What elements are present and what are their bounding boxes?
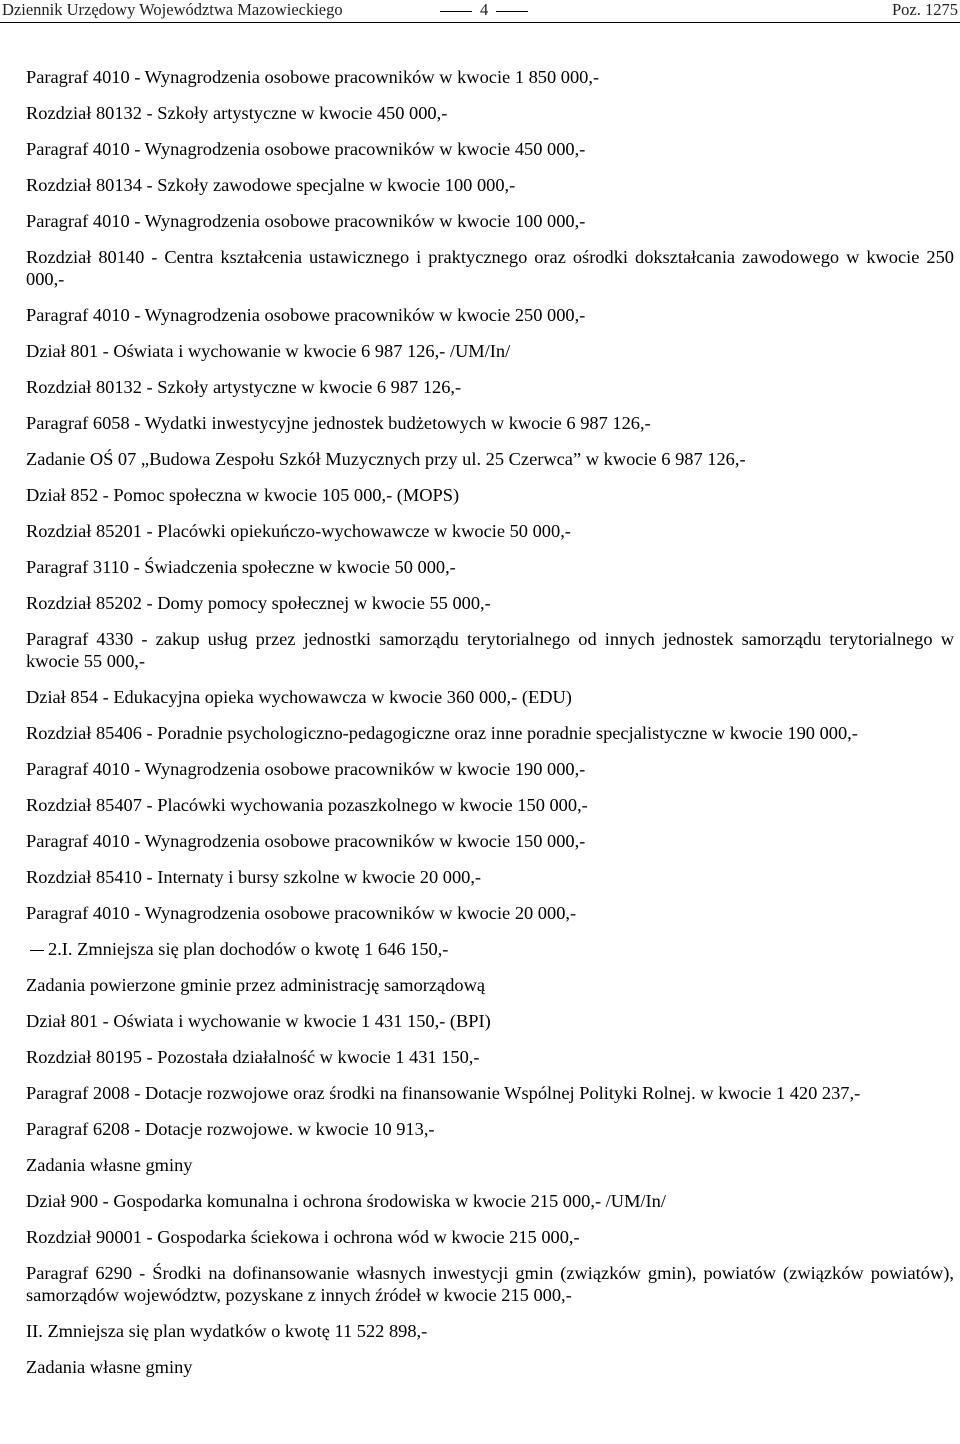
paragraph: Dział 801 - Oświata i wychowanie w kwocie 6 987 126,- /UM/In/ — [26, 341, 511, 361]
paragraph: Paragraf 4010 - Wynagrodzenia osobowe pracowników w kwocie 190 000,- — [26, 759, 586, 779]
paragraph: Paragraf 4010 - Wynagrodzenia osobowe pracowników w kwocie 150 000,- — [26, 831, 586, 851]
page-number — [440, 0, 528, 20]
paragraph: Dział 900 - Gospodarka komunalna i ochrona środowiska w kwocie 215 000,- /UM/In/ — [26, 1191, 666, 1211]
paragraph: Dział 801 - Oświata i wychowanie w kwocie 1 431 150,- (BPI) — [26, 1011, 491, 1031]
paragraph: Rozdział 85202 - Domy pomocy społecznej w kwocie 55 000,- — [26, 593, 491, 613]
section-heading: II. Zmniejsza się plan wydatków o kwotę 11 522 898,- — [26, 1321, 428, 1341]
paragraph: Paragraf 4010 - Wynagrodzenia osobowe pracowników w kwocie 1 850 000,- — [26, 67, 600, 87]
position-number: Poz. 1275 — [892, 0, 958, 19]
paragraph: Paragraf 4010 - Wynagrodzenia osobowe pracowników w kwocie 20 000,- — [26, 903, 577, 923]
paragraph: Paragraf 4330 - zakup usług przez jednostki samorządu terytorialnego od innych jednostek samorządu terytorialnego w kwocie 55 000,- — [26, 629, 954, 671]
paragraph: Rozdział 80132 - Szkoły artystyczne w kwocie 450 000,- — [26, 103, 448, 123]
paragraph: Zadanie OŚ 07 „Budowa Zespołu Szkół Muzycznych przy ul. 25 Czerwca” w kwocie 6 987 126,- — [26, 449, 746, 469]
paragraph: Zadania powierzone gminie przez administrację samorządową — [26, 975, 486, 995]
paragraph: Zadania własne gminy — [26, 1357, 193, 1377]
section-heading — [26, 938, 954, 960]
paragraph: Rozdział 80134 - Szkoły zawodowe specjalne w kwocie 100 000,- — [26, 175, 516, 195]
paragraph: Rozdział 85410 - Internaty i bursy szkolne w kwocie 20 000,- — [26, 867, 482, 887]
paragraph: Paragraf 4010 - Wynagrodzenia osobowe pracowników w kwocie 250 000,- — [26, 305, 586, 325]
document-body — [26, 66, 954, 1378]
paragraph: Paragraf 3110 - Świadczenia społeczne w kwocie 50 000,- — [26, 557, 456, 577]
paragraph: Rozdział 85201 - Placówki opiekuńczo-wychowawcze w kwocie 50 000,- — [26, 521, 571, 541]
paragraph: Rozdział 80140 - Centra kształcenia ustawicznego i praktycznego oraz ośrodki dokształcania zawodowego w kwocie 250 000,- — [26, 247, 954, 289]
paragraph: Paragraf 6058 - Wydatki inwestycyjne jednostek budżetowych w kwocie 6 987 126,- — [26, 413, 651, 433]
paragraph: Zadania własne gminy — [26, 1155, 193, 1175]
page-number-text: 4 — [480, 0, 489, 19]
paragraph: Rozdział 90001 - Gospodarka ściekowa i ochrona wód w kwocie 215 000,- — [26, 1227, 580, 1247]
journal-title: Dziennik Urzędowy Województwa Mazowieckiego — [2, 0, 343, 19]
heading-marker — [30, 950, 44, 951]
paragraph: Paragraf 2008 - Dotacje rozwojowe oraz środki na finansowanie Wspólnej Polityki Rolnej. w kwocie 1 420 237,- — [26, 1083, 861, 1103]
dash-left — [440, 11, 472, 12]
paragraph: Paragraf 4010 - Wynagrodzenia osobowe pracowników w kwocie 450 000,- — [26, 139, 586, 159]
paragraph: Rozdział 80132 - Szkoły artystyczne w kwocie 6 987 126,- — [26, 377, 462, 397]
paragraph: Paragraf 6290 - Środki na dofinansowanie własnych inwestycji gmin (związków gmin), powiatów (związków powiatów), samorządów województw, pozyskane z innych źródeł w kwocie 215 000,- — [26, 1263, 954, 1305]
paragraph: Dział 852 - Pomoc społeczna w kwocie 105 000,- (MOPS) — [26, 485, 460, 505]
paragraph: Rozdział 85406 - Poradnie psychologiczno-pedagogiczne oraz inne poradnie specjalistyczne w kwocie 190 000,- — [26, 723, 858, 743]
paragraph: Rozdział 80195 - Pozostała działalność w kwocie 1 431 150,- — [26, 1047, 480, 1067]
page-header — [0, 0, 960, 23]
paragraph: Dział 854 - Edukacyjna opieka wychowawcza w kwocie 360 000,- (EDU) — [26, 687, 572, 707]
dash-right — [496, 11, 528, 12]
paragraph: Rozdział 85407 - Placówki wychowania pozaszkolnego w kwocie 150 000,- — [26, 795, 588, 815]
section-heading-text: 2.I. Zmniejsza się plan dochodów o kwotę 1 646 150,- — [48, 939, 449, 959]
paragraph: Paragraf 4010 - Wynagrodzenia osobowe pracowników w kwocie 100 000,- — [26, 211, 586, 231]
paragraph: Paragraf 6208 - Dotacje rozwojowe. w kwocie 10 913,- — [26, 1119, 435, 1139]
